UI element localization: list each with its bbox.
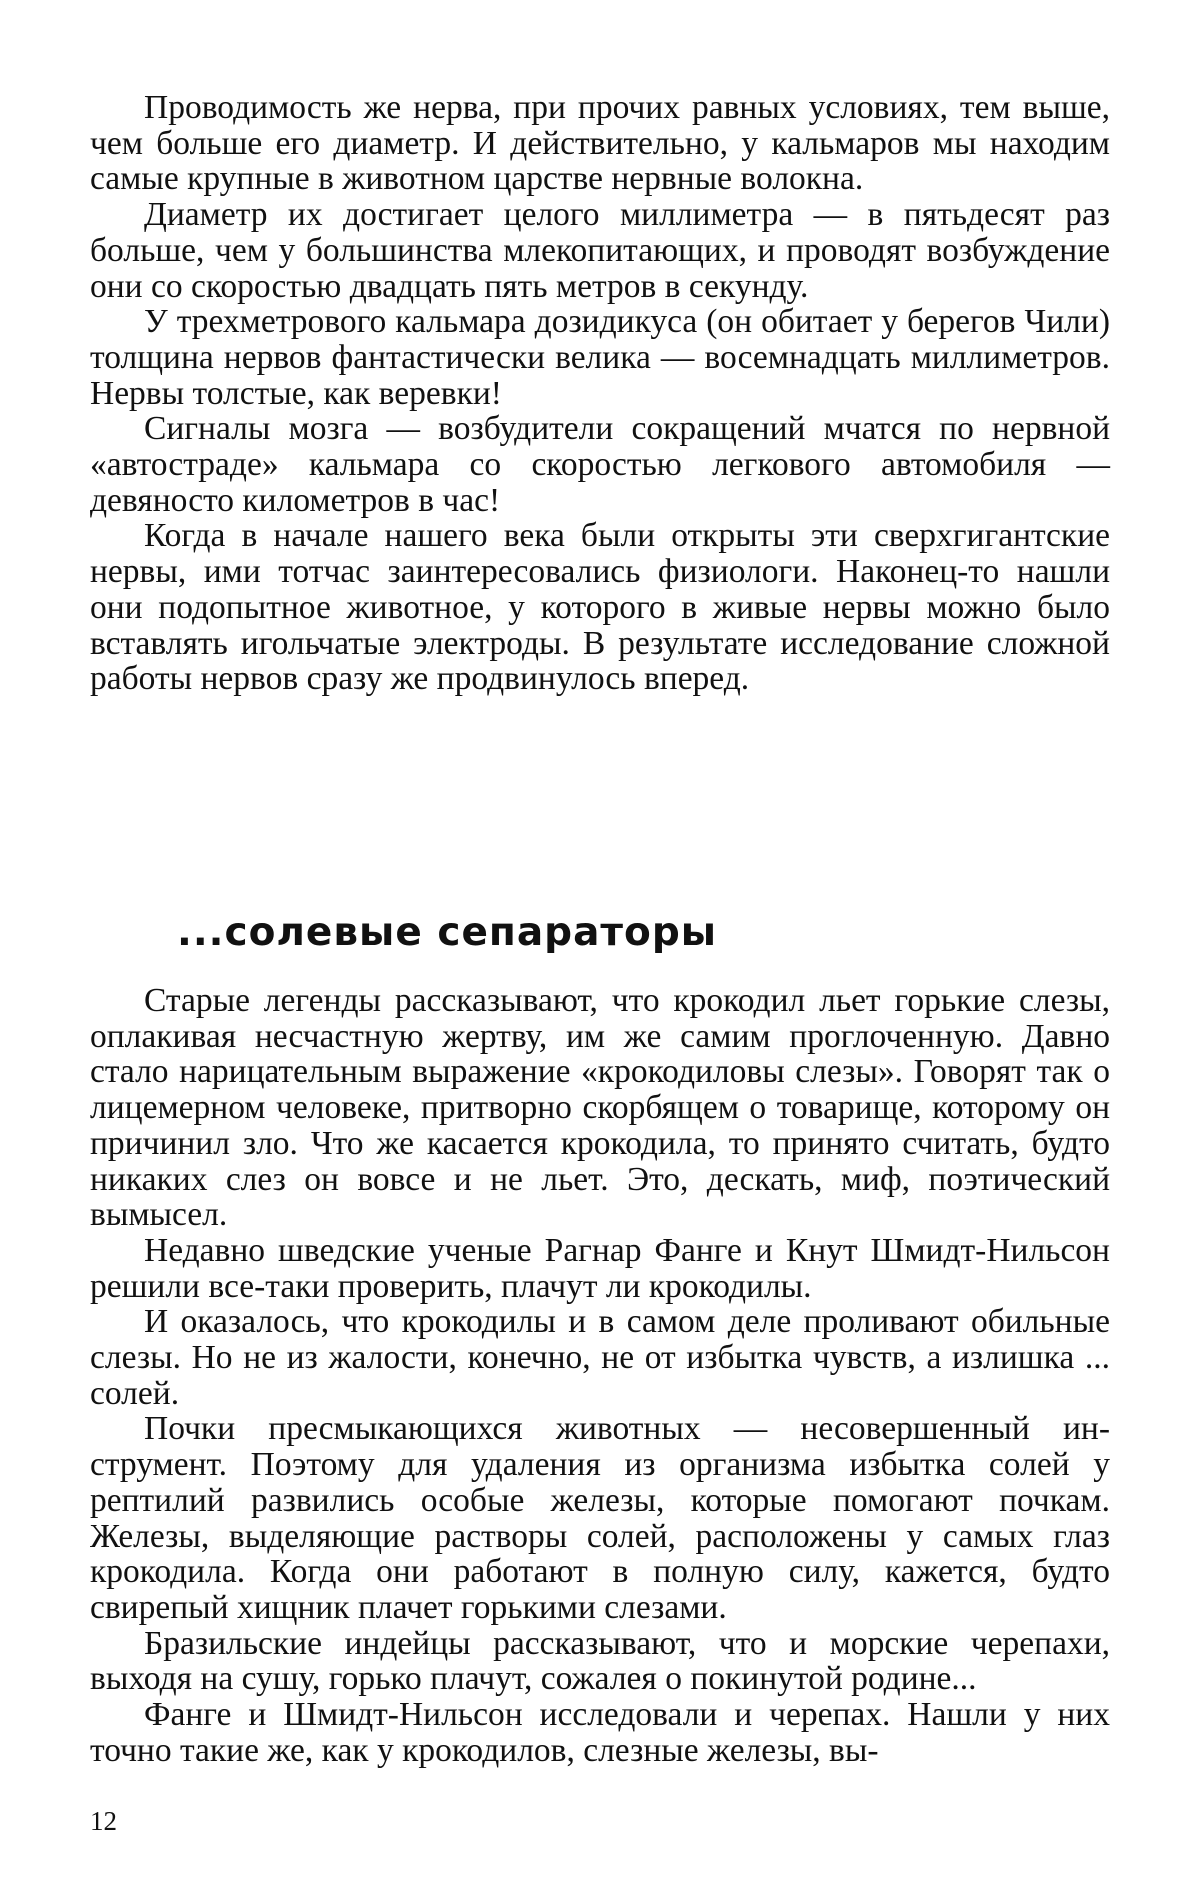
- paragraph: Бразильские индейцы рассказывают, что и морские черепахи, выходя на сушу, горько плачут, сожалея о покинутой родине...: [90, 1624, 1110, 1698]
- paragraph: Проводимость же нерва, при прочих равных условиях, тем выше, чем больше его диаметр. И действительно, у кальмаров мы находим самые крупные в животном царстве нервные волокна.: [90, 89, 1110, 198]
- paragraph: Фанге и Шмидт-Нильсон исследовали и черепах. Нашли у них точно такие же, как у крокодилов, слезные железы, вы-: [90, 1696, 1110, 1769]
- paragraph: Диаметр их достигает целого миллиметра — в пятьдесят раз больше, чем у большинства млекопитающих, и проводят возбуждение они со скоростью двадцать пять метров в секунду.: [90, 196, 1110, 305]
- paragraph: Недавно шведские ученые Рагнар Фанге и Кнут Шмидт-Нильсон решили все-таки проверить, плачут ли крокодилы.: [90, 1231, 1110, 1305]
- paragraph: Сигналы мозга — возбудители сокращений мчатся по нервной «автостраде» кальмара со скоростью легкового автомобиля — девяносто километров в час!: [90, 410, 1110, 519]
- text-section-salt-separators: [90, 983, 1110, 1768]
- section-heading: ...солевые сепараторы: [177, 910, 717, 955]
- paragraph: Почки пресмыкающихся животных — несовершенный инструмент. Поэтому для удаления из организма избытка солей у рептилий развились особые железы, которые помогают почкам. Железы, выделяющие растворы солей, расположены у самых глаз крокодила. Когда они работают в полную силу, кажется, будто свирепый хищник плачет горькими слезами.: [90, 1410, 1110, 1626]
- paragraph: Когда в начале нашего века были открыты эти сверхгигантские нервы, ими тотчас заинтересовались физиологи. Наконец-то нашли они подопытное животное, у которого в живые нервы можно было вставлять игольчатые электроды. В результате исследование сложной работы нервов сразу же продвинулось вперед.: [90, 517, 1110, 698]
- paragraph: Старые легенды рассказывают, что крокодил льет горькие слезы, оплакивая несчастную жертву, им же самим проглоченную. Давно стало нарицательным выражение «крокодиловы слезы». Говорят так о лицемерном человеке, притворно скорбящем о товарище, которому он причинил зло. Что же касается крокодила, то принято считать, будто никаких слез он вовсе и не льет. Это, дескать, миф, поэтический вымысел.: [90, 982, 1110, 1234]
- text-section-squid-nerves: [90, 90, 1110, 697]
- paragraph: И оказалось, что крокодилы и в самом деле проливают обильные слезы. Но не из жалости, конечно, не от избытка чувств, а излишка ... солей.: [90, 1303, 1110, 1412]
- page-number: 12: [90, 1806, 117, 1836]
- paragraph: У трехметрового кальмара дозидикуса (он обитает у берегов Чили) толщина нервов фантастически велика — восемнадцать миллиметров. Нервы толстые, как веревки!: [90, 303, 1110, 412]
